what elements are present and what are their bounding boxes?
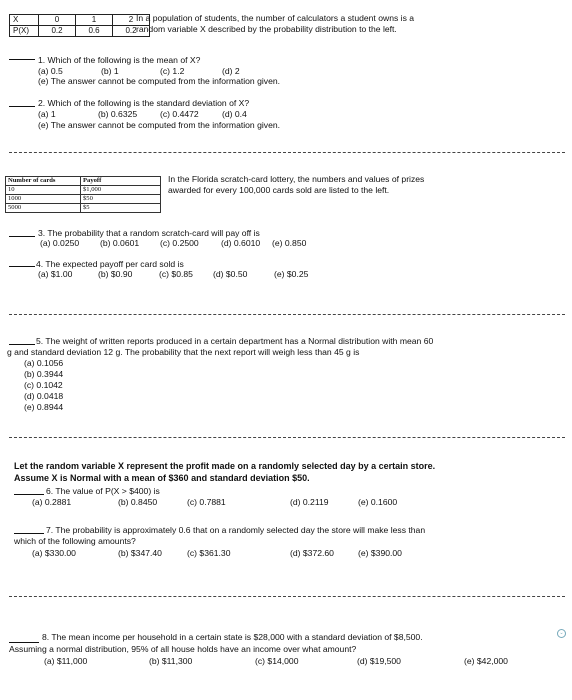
answer-blank[interactable] <box>14 533 44 534</box>
answer-blank[interactable] <box>9 266 35 267</box>
q3-option-b: (b) 0.0601 <box>100 238 140 248</box>
q5-option-c: (c) 0.1042 <box>24 380 63 390</box>
table-cell: 5000 <box>6 204 81 213</box>
answer-blank[interactable] <box>9 236 35 237</box>
answer-blank[interactable] <box>9 344 35 345</box>
q4-option-a: (a) $1.00 <box>38 269 73 279</box>
table-cell: $5 <box>81 204 161 213</box>
q7-option-b: (b) $347.40 <box>118 548 162 558</box>
table-cell: X <box>10 15 39 26</box>
profit-intro-line2: Assume X is Normal with a mean of $360 and standard deviation $50. <box>14 473 310 483</box>
intro2-line2: awarded for every 100,000 cards sold are listed to the left. <box>168 185 390 195</box>
table-row <box>6 195 161 204</box>
q6-option-d: (d) 0.2119 <box>290 497 329 507</box>
q1-stem: 1. Which of the following is the mean of X? <box>38 55 201 65</box>
chevron-icon[interactable]: ⌄ <box>557 629 566 638</box>
divider <box>9 437 565 438</box>
q2-option-c: (c) 0.4472 <box>160 109 199 119</box>
table-cell: 10 <box>6 186 81 195</box>
q1-option-d: (d) 2 <box>222 66 240 76</box>
q8-option-b: (b) $11,300 <box>149 656 193 666</box>
table-cell: 2 <box>113 15 150 26</box>
q5-option-b: (b) 0.3944 <box>24 369 64 379</box>
table-row <box>6 177 161 186</box>
q7-option-e: (e) $390.00 <box>358 548 402 558</box>
intro1-line1: In a population of students, the number of calculators a student owns is a <box>136 13 415 23</box>
q8-option-d: (d) $19,500 <box>357 656 401 666</box>
q2-option-e: (e) The answer cannot be computed from the information given. <box>38 120 281 130</box>
q4-option-d: (d) $0.50 <box>213 269 248 279</box>
table-cell: 1000 <box>6 195 81 204</box>
q1-option-b: (b) 1 <box>101 66 119 76</box>
q4-option-b: (b) $0.90 <box>98 269 133 279</box>
q7-line2: which of the following amounts? <box>14 536 136 546</box>
table-cell: 0.2 <box>113 26 150 37</box>
q5-option-d: (d) 0.0418 <box>24 391 64 401</box>
q7-line1: 7. The probability is approximately 0.6 that on a randomly selected day the store will make less than <box>46 525 426 535</box>
q3-option-e: (e) 0.850 <box>272 238 307 248</box>
answer-blank[interactable] <box>9 642 39 643</box>
table-row <box>10 15 150 26</box>
q1-option-e: (e) The answer cannot be computed from the information given. <box>38 76 281 86</box>
q4-stem: 4. The expected payoff per card sold is <box>36 259 184 269</box>
q3-option-c: (c) 0.2500 <box>160 238 199 248</box>
q1-option-a: (a) 0.5 <box>38 66 63 76</box>
q3-option-d: (d) 0.6010 <box>221 238 261 248</box>
q8-line1: 8. The mean income per household in a certain state is $28,000 with a standard deviation of $8,500. <box>42 632 423 642</box>
payoff-table <box>5 176 161 213</box>
q5-option-e: (e) 0.8944 <box>24 402 64 412</box>
column-header: Payoff <box>81 177 161 186</box>
profit-intro-line1: Let the random variable X represent the profit made on a randomly selected day by a certain store. <box>14 461 436 471</box>
q2-option-b: (b) 0.6325 <box>98 109 138 119</box>
table-row <box>10 26 150 37</box>
q6-option-b: (b) 0.8450 <box>118 497 158 507</box>
answer-blank[interactable] <box>14 494 44 495</box>
distribution-table <box>9 14 150 37</box>
q5-line1: 5. The weight of written reports produced in a certain department has a Normal distribution with mean 60 <box>36 336 434 346</box>
q6-option-a: (a) 0.2881 <box>32 497 72 507</box>
table-cell: P(X) <box>10 26 39 37</box>
q8-option-e: (e) $42,000 <box>464 656 508 666</box>
q7-option-a: (a) $330.00 <box>32 548 76 558</box>
divider <box>9 152 565 153</box>
column-header: Number of cards <box>6 177 81 186</box>
table-cell: 0.2 <box>39 26 76 37</box>
q1-option-c: (c) 1.2 <box>160 66 185 76</box>
q2-option-a: (a) 1 <box>38 109 56 119</box>
table-cell: 0.6 <box>76 26 113 37</box>
table-row <box>6 204 161 213</box>
q8-option-c: (c) $14,000 <box>255 656 299 666</box>
q8-line2: Assuming a normal distribution, 95% of all house holds have an income over what amount? <box>9 644 357 654</box>
q3-stem: 3. The probability that a random scratch-card will pay off is <box>38 228 260 238</box>
q5-option-a: (a) 0.1056 <box>24 358 64 368</box>
q5-line2: g and standard deviation 12 g. The probability that the next report will weigh less than 45 g is <box>7 347 360 357</box>
answer-blank[interactable] <box>9 59 35 60</box>
q4-option-e: (e) $0.25 <box>274 269 309 279</box>
q7-option-d: (d) $372.60 <box>290 548 334 558</box>
q3-option-a: (a) 0.0250 <box>40 238 80 248</box>
q6-option-e: (e) 0.1600 <box>358 497 398 507</box>
q8-option-a: (a) $11,000 <box>44 656 88 666</box>
answer-blank[interactable] <box>9 106 35 107</box>
intro2-line1: In the Florida scratch-card lottery, the numbers and values of prizes <box>168 174 425 184</box>
table-cell: $1,000 <box>81 186 161 195</box>
table-cell: $50 <box>81 195 161 204</box>
divider <box>9 314 565 315</box>
intro1-line2: random variable X described by the probability distribution to the left. <box>136 24 397 34</box>
table-row <box>6 186 161 195</box>
q6-stem: 6. The value of P(X > $400) is <box>46 486 160 496</box>
q6-option-c: (c) 0.7881 <box>187 497 226 507</box>
q2-option-d: (d) 0.4 <box>222 109 247 119</box>
q4-option-c: (c) $0.85 <box>159 269 193 279</box>
divider <box>9 596 565 597</box>
q2-stem: 2. Which of the following is the standard deviation of X? <box>38 98 250 108</box>
q7-option-c: (c) $361.30 <box>187 548 231 558</box>
table-cell: 0 <box>39 15 76 26</box>
table-cell: 1 <box>76 15 113 26</box>
